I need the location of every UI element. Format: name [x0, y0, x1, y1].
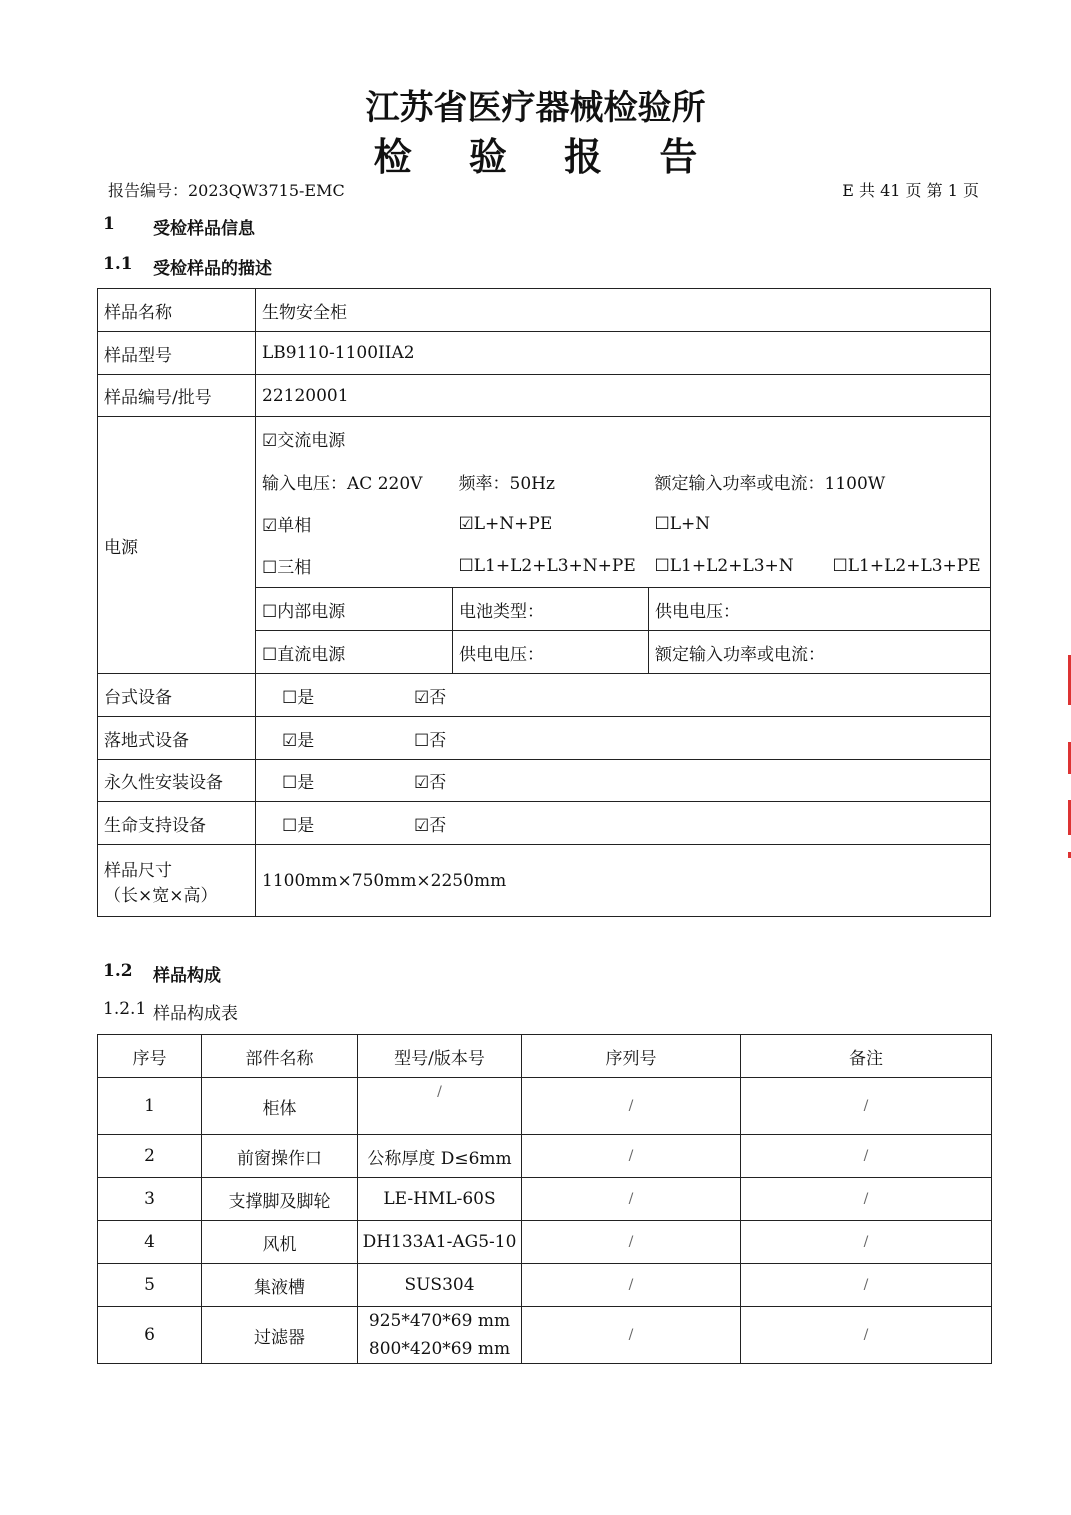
label: 生命支持设备: [98, 802, 256, 845]
cell: 前窗操作口: [202, 1135, 358, 1178]
cell: /: [522, 1178, 741, 1221]
supply-voltage: 供电电压：: [649, 588, 991, 631]
cell: /: [741, 1178, 992, 1221]
cell: /: [522, 1264, 741, 1307]
cell: 风机: [202, 1221, 358, 1264]
label: 样品型号: [98, 332, 256, 375]
table-row: [98, 1264, 992, 1307]
yes-option: ☐是: [282, 687, 315, 708]
size-label-sub: （长×宽×高）: [104, 885, 218, 906]
dc-rated-power: 额定输入功率或电流：: [649, 631, 991, 674]
section-1-2-number: 1.2: [103, 961, 133, 981]
header-cell: 部件名称: [202, 1035, 358, 1078]
yes-option: ☐是: [282, 815, 315, 836]
sample-size: 1100mm×750mm×2250mm: [256, 845, 991, 917]
table-row: [98, 1078, 992, 1135]
cell: /: [741, 1078, 992, 1135]
cell: 4: [98, 1221, 202, 1264]
cell-line: 925*470*69 mm: [368, 1311, 511, 1331]
cell: /: [741, 1307, 992, 1364]
internal-power: ☐内部电源: [256, 588, 453, 631]
cell: /: [522, 1078, 741, 1135]
l123pe-checkbox: ☐L1+L2+L3+PE: [827, 545, 991, 588]
no-option: ☑否: [414, 687, 447, 708]
section-1-1-title: 受检样品的描述: [153, 259, 272, 279]
three-phase-checkbox: ☐三相: [256, 545, 453, 588]
cell: 支撑脚及脚轮: [202, 1178, 358, 1221]
cell: 3: [98, 1178, 202, 1221]
size-label: 样品尺寸: [104, 860, 172, 881]
label: 落地式设备: [98, 717, 256, 760]
cell: /: [741, 1135, 992, 1178]
dc-supply-voltage: 供电电压：: [453, 631, 649, 674]
header-cell: 序号: [98, 1035, 202, 1078]
label: 台式设备: [98, 674, 256, 717]
header-cell: 型号/版本号: [358, 1035, 522, 1078]
label: 样品编号/批号: [98, 375, 256, 417]
org-title: 江苏省医疗器械检验所: [365, 88, 706, 128]
no-option: ☐否: [414, 730, 447, 751]
cell: /: [522, 1221, 741, 1264]
cell: 集液槽: [202, 1264, 358, 1307]
cell: /: [741, 1264, 992, 1307]
cell: 5: [98, 1264, 202, 1307]
cell: DH133A1-AG5-10: [358, 1221, 522, 1264]
label: 样品名称: [98, 289, 256, 332]
ac-power: ☑交流电源: [256, 417, 991, 460]
no-option: ☑否: [414, 773, 447, 793]
section-1-1-number: 1.1: [103, 254, 133, 274]
page-info: E 共 41 页 第 1 页: [842, 181, 979, 200]
frequency: 频率：50Hz: [458, 473, 555, 494]
cell: 过滤器: [202, 1307, 358, 1364]
sample-description-table: [97, 288, 991, 917]
header-cell: 备注: [741, 1035, 992, 1078]
l123npe-checkbox: ☐L1+L2+L3+N+PE: [453, 545, 649, 588]
cell: 公称厚度 D≤6mm: [358, 1135, 522, 1178]
report-number: 报告编号：2023QW3715-EMC: [108, 181, 345, 200]
dc-power: ☐直流电源: [256, 631, 453, 674]
cell: 6: [98, 1307, 202, 1364]
table-row: [98, 1135, 992, 1178]
section-1-title: 受检样品信息: [153, 219, 255, 239]
cell: LE-HML-60S: [358, 1178, 522, 1221]
yes-option: ☑是: [282, 730, 315, 751]
section-1-2-title: 样品构成: [153, 966, 221, 986]
battery-type: 电池类型：: [453, 588, 649, 631]
input-voltage: 输入电压：AC 220V: [262, 473, 423, 494]
no-option: ☑否: [414, 815, 447, 836]
rated-power: 额定输入功率或电流：1100W: [649, 460, 991, 503]
header-cell: 序列号: [522, 1035, 741, 1078]
cell: /: [741, 1221, 992, 1264]
cell: 柜体: [202, 1078, 358, 1135]
cell: /: [522, 1307, 741, 1364]
power-label: 电源: [98, 417, 256, 674]
table-row: [98, 1178, 992, 1221]
table-header-row: [98, 1035, 992, 1078]
sample-serial: 22120001: [256, 375, 991, 417]
report-title: 检 验 报 告: [373, 134, 720, 179]
cell-line: 800*420*69 mm: [368, 1339, 511, 1359]
section-1-2-1-title: 样品构成表: [153, 1004, 238, 1024]
table-row: [98, 1307, 992, 1364]
cell: SUS304: [358, 1264, 522, 1307]
table-row: [98, 1221, 992, 1264]
cell: 1: [98, 1078, 202, 1135]
cell: /: [522, 1135, 741, 1178]
l123n-checkbox: ☐L1+L2+L3+N: [649, 545, 827, 588]
cell: 2: [98, 1135, 202, 1178]
ln-checkbox: ☐L+N: [649, 503, 991, 545]
section-1-2-1-number: 1.2.1: [103, 999, 147, 1019]
cell: /: [358, 1078, 522, 1135]
yes-option: ☐是: [282, 773, 315, 793]
single-phase-checkbox: ☑单相: [262, 516, 312, 536]
lnpe-checkbox: ☑L+N+PE: [458, 513, 553, 534]
sample-model: LB9110-1100IIA2: [256, 332, 991, 375]
label: 永久性安装设备: [98, 760, 256, 802]
sample-name: 生物安全柜: [256, 289, 991, 332]
components-table: [97, 1034, 992, 1364]
section-1-number: 1: [103, 214, 115, 234]
